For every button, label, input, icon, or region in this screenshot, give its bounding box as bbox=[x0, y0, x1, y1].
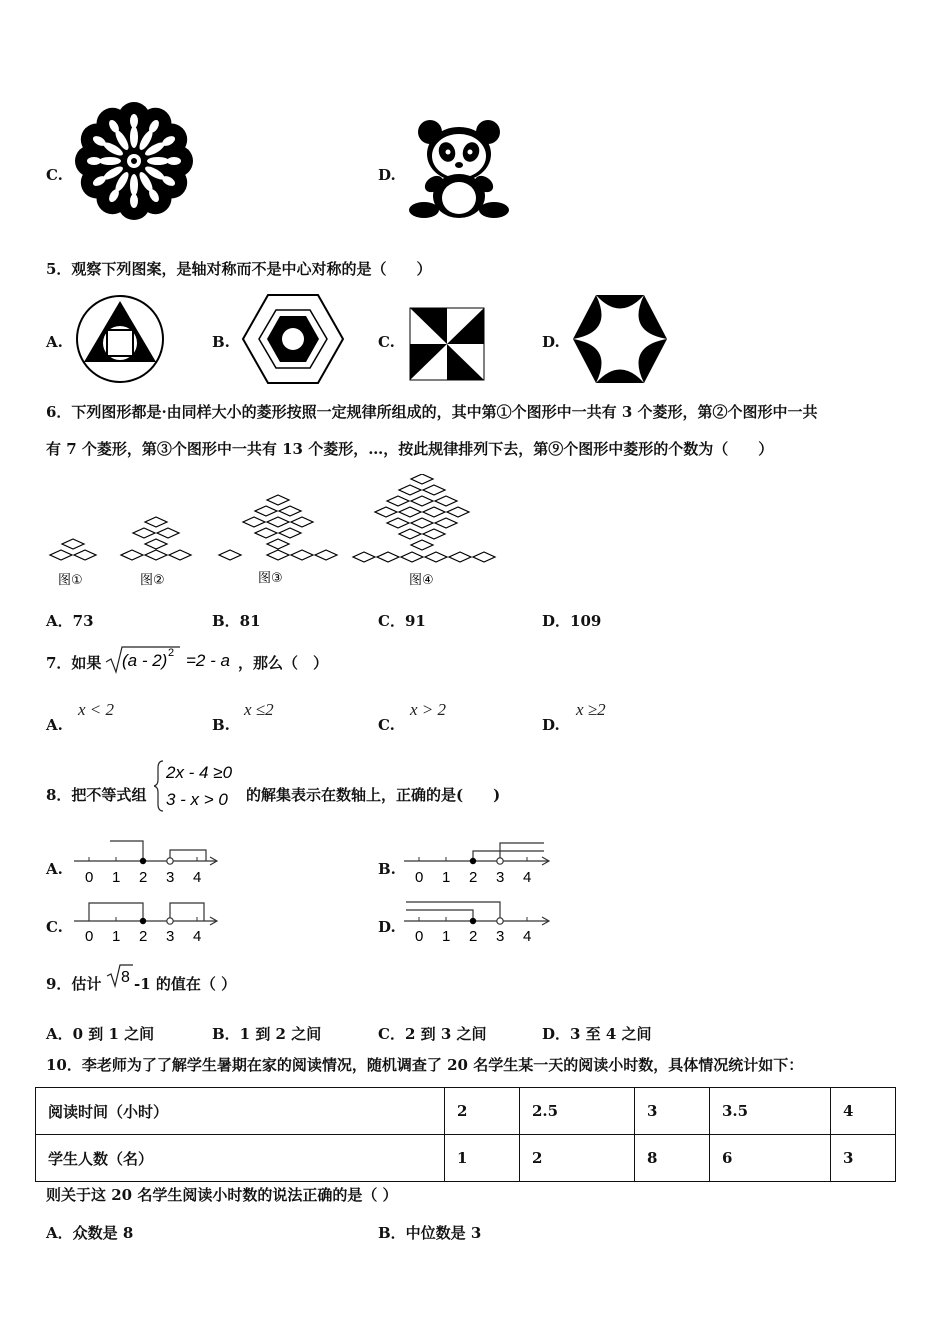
q5-option-c-label: C. bbox=[378, 333, 395, 351]
tick-label: 3 bbox=[496, 928, 505, 945]
tick-label: 1 bbox=[442, 928, 451, 945]
table-row bbox=[36, 1135, 896, 1182]
tick-label: 0 bbox=[415, 928, 424, 945]
table-header-cell: 阅读时间（小时） bbox=[36, 1088, 445, 1135]
q5-figure-d-hexagon-star bbox=[570, 292, 670, 386]
q8-option-b-label: B. bbox=[378, 860, 396, 878]
q8-inequality-1: 2x - 4 ≥0 bbox=[166, 763, 233, 782]
q7-option-c-math: x > 2 bbox=[410, 700, 447, 719]
tick-label: 0 bbox=[415, 869, 424, 886]
q8-prefix: 8．把不等式组 bbox=[46, 786, 147, 804]
q9-option-d: D．3 至 4 之间 bbox=[542, 1025, 652, 1043]
table-cell: 2 bbox=[445, 1088, 520, 1135]
q6-option-a: A．73 bbox=[46, 612, 94, 630]
table-cell: 3 bbox=[831, 1135, 896, 1182]
q7-option-d-label: D. bbox=[542, 716, 560, 734]
tick-label: 4 bbox=[523, 928, 532, 945]
table-cell: 2 bbox=[520, 1135, 635, 1182]
q5-figure-b-hexagon bbox=[240, 292, 346, 386]
q7-exponent: 2 bbox=[168, 647, 175, 659]
q5-stem: 5．观察下列图案，是轴对称而不是中心对称的是（ ） bbox=[46, 260, 432, 278]
figure-2-rhombuses bbox=[121, 517, 191, 560]
tick-label: 1 bbox=[112, 869, 121, 886]
q9-suffix: -1 的值在（ ） bbox=[134, 975, 237, 993]
q10-stem: 10．李老师为了了解学生暑期在家的阅读情况，随机调查了 20 名学生某一天的阅读小时数，具体情况统计如下： bbox=[46, 1056, 804, 1074]
q7-prefix: 7．如果 bbox=[46, 654, 102, 672]
q10-option-b: B．中位数是 3 bbox=[378, 1224, 482, 1242]
table-cell: 3 bbox=[635, 1088, 710, 1135]
table-header-cell: 学生人数（名） bbox=[36, 1135, 445, 1182]
q5-option-b-label: B. bbox=[212, 333, 230, 351]
q5-figure-a-triangle-in-circle bbox=[72, 292, 168, 384]
q7-option-a-label: A. bbox=[46, 716, 63, 734]
figure-label-2: 图② bbox=[140, 572, 165, 587]
table-cell: 1 bbox=[445, 1135, 520, 1182]
tick-label: 2 bbox=[469, 869, 478, 886]
q8-suffix: 的解集表示在数轴上，正确的是( ) bbox=[246, 786, 501, 804]
figure-1-rhombuses bbox=[50, 539, 96, 560]
q8-number-line-b bbox=[402, 838, 554, 888]
flower-pattern-figure bbox=[74, 100, 194, 222]
q8-inequality-system bbox=[154, 758, 246, 814]
figure-label-1: 图① bbox=[58, 572, 83, 587]
tick-label: 2 bbox=[469, 928, 478, 945]
q7-option-b-math: x ≤2 bbox=[244, 700, 274, 719]
q9-option-c: C．2 到 3 之间 bbox=[378, 1025, 487, 1043]
q5-option-d-label: D. bbox=[542, 333, 560, 351]
q5-option-a-label: A. bbox=[46, 333, 63, 351]
q10-followup: 则关于这 20 名学生阅读小时数的说法正确的是（ ） bbox=[46, 1186, 398, 1204]
table-cell: 8 bbox=[635, 1135, 710, 1182]
tick-label: 2 bbox=[139, 869, 148, 886]
q7-suffix: ，那么（ ） bbox=[238, 654, 329, 672]
table-cell: 3.5 bbox=[710, 1088, 831, 1135]
q8-number-line-c bbox=[72, 896, 224, 946]
tick-label: 1 bbox=[112, 928, 121, 945]
q7-option-c-label: C. bbox=[378, 716, 395, 734]
tick-label: 3 bbox=[166, 928, 175, 945]
q7-option-b-label: B. bbox=[212, 716, 230, 734]
tick-label: 0 bbox=[85, 869, 94, 886]
q6-option-d: D．109 bbox=[542, 612, 602, 630]
figure-label-4: 图④ bbox=[409, 572, 434, 587]
q7-equation bbox=[104, 644, 240, 676]
q5-figure-c-pinwheel bbox=[404, 302, 490, 384]
q10-stats-table bbox=[35, 1087, 896, 1182]
table-row bbox=[36, 1088, 896, 1135]
tick-label: 4 bbox=[193, 869, 202, 886]
figure-label-3: 图③ bbox=[258, 570, 283, 585]
q6-option-b: B．81 bbox=[212, 612, 261, 630]
q8-option-c-label: C. bbox=[46, 918, 63, 936]
tick-label: 3 bbox=[166, 869, 175, 886]
q9-option-b: B．1 到 2 之间 bbox=[212, 1025, 322, 1043]
tick-label: 4 bbox=[193, 928, 202, 945]
tick-label: 2 bbox=[139, 928, 148, 945]
q7-rhs: =2 - a bbox=[186, 651, 230, 670]
q9-prefix: 9．估计 bbox=[46, 975, 102, 993]
q8-option-a-label: A. bbox=[46, 860, 63, 878]
panda-figure bbox=[408, 116, 510, 220]
q7-option-a-math: x < 2 bbox=[78, 700, 115, 719]
tick-label: 3 bbox=[496, 869, 505, 886]
q6-rhombus-pattern-figures bbox=[44, 474, 504, 596]
q8-number-line-d bbox=[402, 896, 554, 946]
q7-radicand: (a - 2) bbox=[122, 651, 168, 670]
tick-label: 4 bbox=[523, 869, 532, 886]
q4-option-c-label: C. bbox=[46, 166, 63, 184]
q10-option-a: A．众数是 8 bbox=[46, 1224, 134, 1242]
q6-stem-line1: 6．下列图形都是·由同样大小的菱形按照一定规律所组成的，其中第①个图形中一共有 3 个菱形，第②个图形中一共 bbox=[46, 403, 818, 421]
q4-option-d-label: D. bbox=[378, 166, 396, 184]
q8-inequality-2: 3 - x > 0 bbox=[166, 790, 228, 809]
tick-label: 1 bbox=[442, 869, 451, 886]
q8-option-d-label: D. bbox=[378, 918, 396, 936]
table-cell: 4 bbox=[831, 1088, 896, 1135]
q6-stem-line2: 有 7 个菱形，第③个图形中一共有 13 个菱形，…，按此规律排列下去，第⑨个图形中菱形的个数为（ ） bbox=[46, 440, 774, 458]
q9-sqrt8 bbox=[105, 962, 135, 992]
tick-label: 0 bbox=[85, 928, 94, 945]
q6-option-c: C．91 bbox=[378, 612, 426, 630]
q9-option-a: A．0 到 1 之间 bbox=[46, 1025, 155, 1043]
figure-4-rhombuses bbox=[353, 474, 495, 562]
q9-radicand: 8 bbox=[121, 969, 130, 986]
table-cell: 6 bbox=[710, 1135, 831, 1182]
q8-number-line-a bbox=[72, 838, 224, 888]
q7-option-d-math: x ≥2 bbox=[576, 700, 606, 719]
figure-3-rhombuses bbox=[219, 495, 337, 560]
table-cell: 2.5 bbox=[520, 1088, 635, 1135]
